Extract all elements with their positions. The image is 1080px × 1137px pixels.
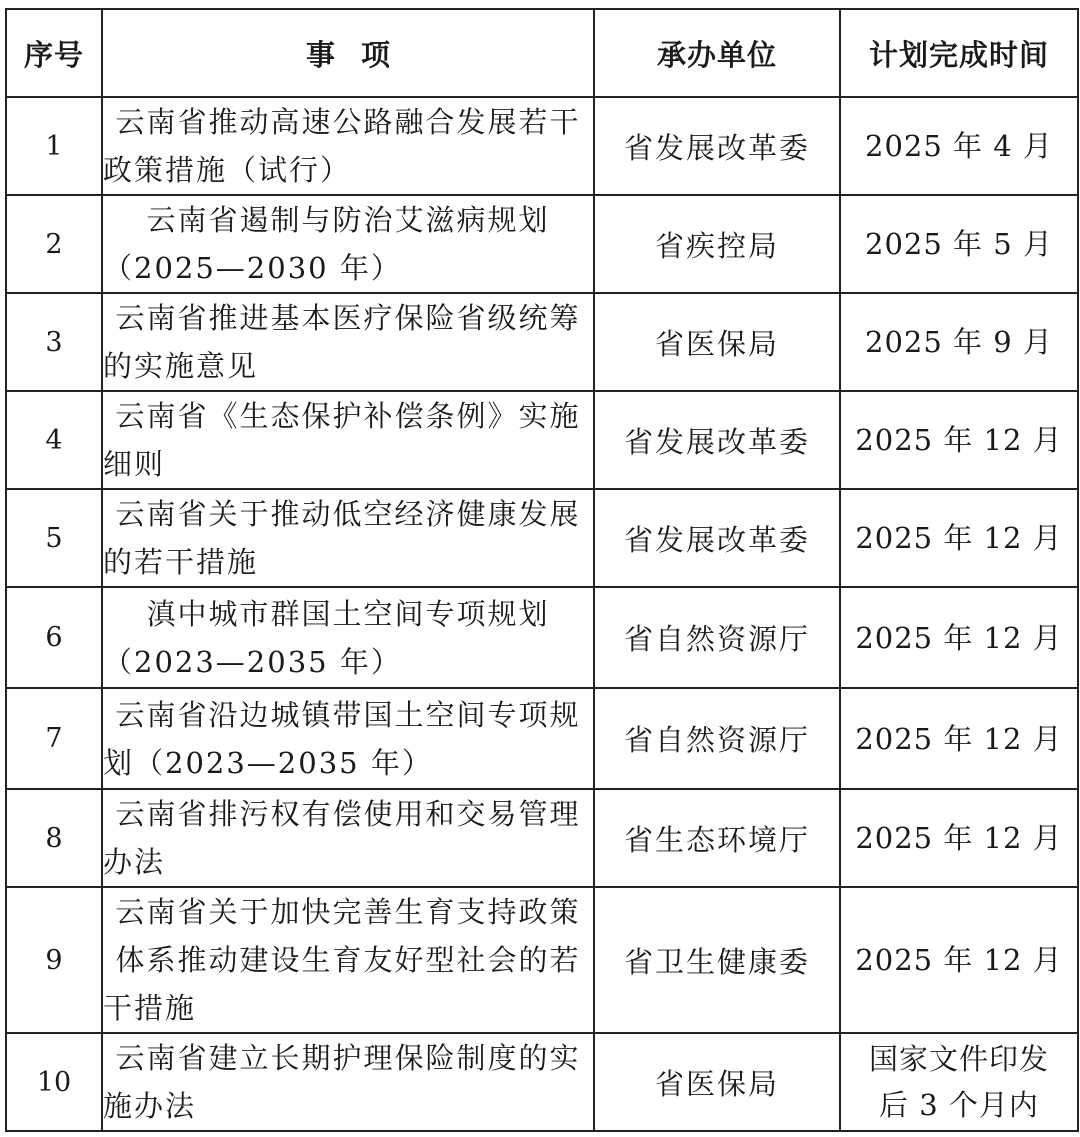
- plan-table: [5, 8, 1079, 1132]
- row-time: 2025 年 12 月: [840, 688, 1078, 789]
- header-index: 序号: [6, 9, 102, 97]
- table-row: [6, 1033, 1078, 1131]
- row-unit: 省医保局: [594, 293, 840, 391]
- table-row: [6, 887, 1078, 1033]
- row-item: 云南省建立长期护理保险制度的实施办法: [102, 1033, 594, 1131]
- row-item: 云南省排污权有偿使用和交易管理办法: [102, 789, 594, 887]
- row-index: 5: [6, 489, 102, 587]
- table-row: [6, 489, 1078, 587]
- row-time: 2025 年 12 月: [840, 887, 1078, 1033]
- row-unit: 省发展改革委: [594, 97, 840, 195]
- header-row: [6, 9, 1078, 97]
- row-index: 2: [6, 195, 102, 293]
- row-index: 6: [6, 587, 102, 688]
- row-time: 2025 年 12 月: [840, 789, 1078, 887]
- row-time: 2025 年 12 月: [840, 391, 1078, 489]
- row-index: 9: [6, 887, 102, 1033]
- table-row: [6, 391, 1078, 489]
- header-unit: 承办单位: [594, 9, 840, 97]
- row-item: 云南省沿边城镇带国土空间专项规划（2023—2035 年）: [102, 688, 594, 789]
- header-time: 计划完成时间: [840, 9, 1078, 97]
- row-time: 2025 年 12 月: [840, 587, 1078, 688]
- row-item: 云南省推动高速公路融合发展若干政策措施（试行）: [102, 97, 594, 195]
- row-unit: 省医保局: [594, 1033, 840, 1131]
- header-item: 事项: [102, 9, 594, 97]
- row-time: 2025 年 4 月: [840, 97, 1078, 195]
- row-unit: 省疾控局: [594, 195, 840, 293]
- table-row: [6, 789, 1078, 887]
- row-item: 云南省关于推动低空经济健康发展的若干措施: [102, 489, 594, 587]
- row-item: 云南省推进基本医疗保险省级统筹的实施意见: [102, 293, 594, 391]
- row-unit: 省生态环境厅: [594, 789, 840, 887]
- table-row: [6, 195, 1078, 293]
- row-time: 2025 年 12 月: [840, 489, 1078, 587]
- row-index: 7: [6, 688, 102, 789]
- table-row: [6, 293, 1078, 391]
- row-index: 10: [6, 1033, 102, 1131]
- row-unit: 省卫生健康委: [594, 887, 840, 1033]
- table-row: [6, 587, 1078, 688]
- row-time: 2025 年 9 月: [840, 293, 1078, 391]
- row-item: 云南省关于加快完善生育支持政策体系推动建设生育友好型社会的若干措施: [102, 887, 594, 1033]
- table-row: [6, 97, 1078, 195]
- row-index: 4: [6, 391, 102, 489]
- row-unit: 省自然资源厅: [594, 688, 840, 789]
- row-time: 国家文件印发后 3 个月内: [840, 1033, 1078, 1131]
- row-unit: 省发展改革委: [594, 391, 840, 489]
- row-item: 滇中城市群国土空间专项规划（2023—2035 年）: [102, 587, 594, 688]
- row-index: 3: [6, 293, 102, 391]
- row-item: 云南省《生态保护补偿条例》实施细则: [102, 391, 594, 489]
- row-time: 2025 年 5 月: [840, 195, 1078, 293]
- row-unit: 省自然资源厅: [594, 587, 840, 688]
- table-row: [6, 688, 1078, 789]
- row-index: 1: [6, 97, 102, 195]
- row-index: 8: [6, 789, 102, 887]
- row-unit: 省发展改革委: [594, 489, 840, 587]
- row-item: 云南省遏制与防治艾滋病规划（2025—2030 年）: [102, 195, 594, 293]
